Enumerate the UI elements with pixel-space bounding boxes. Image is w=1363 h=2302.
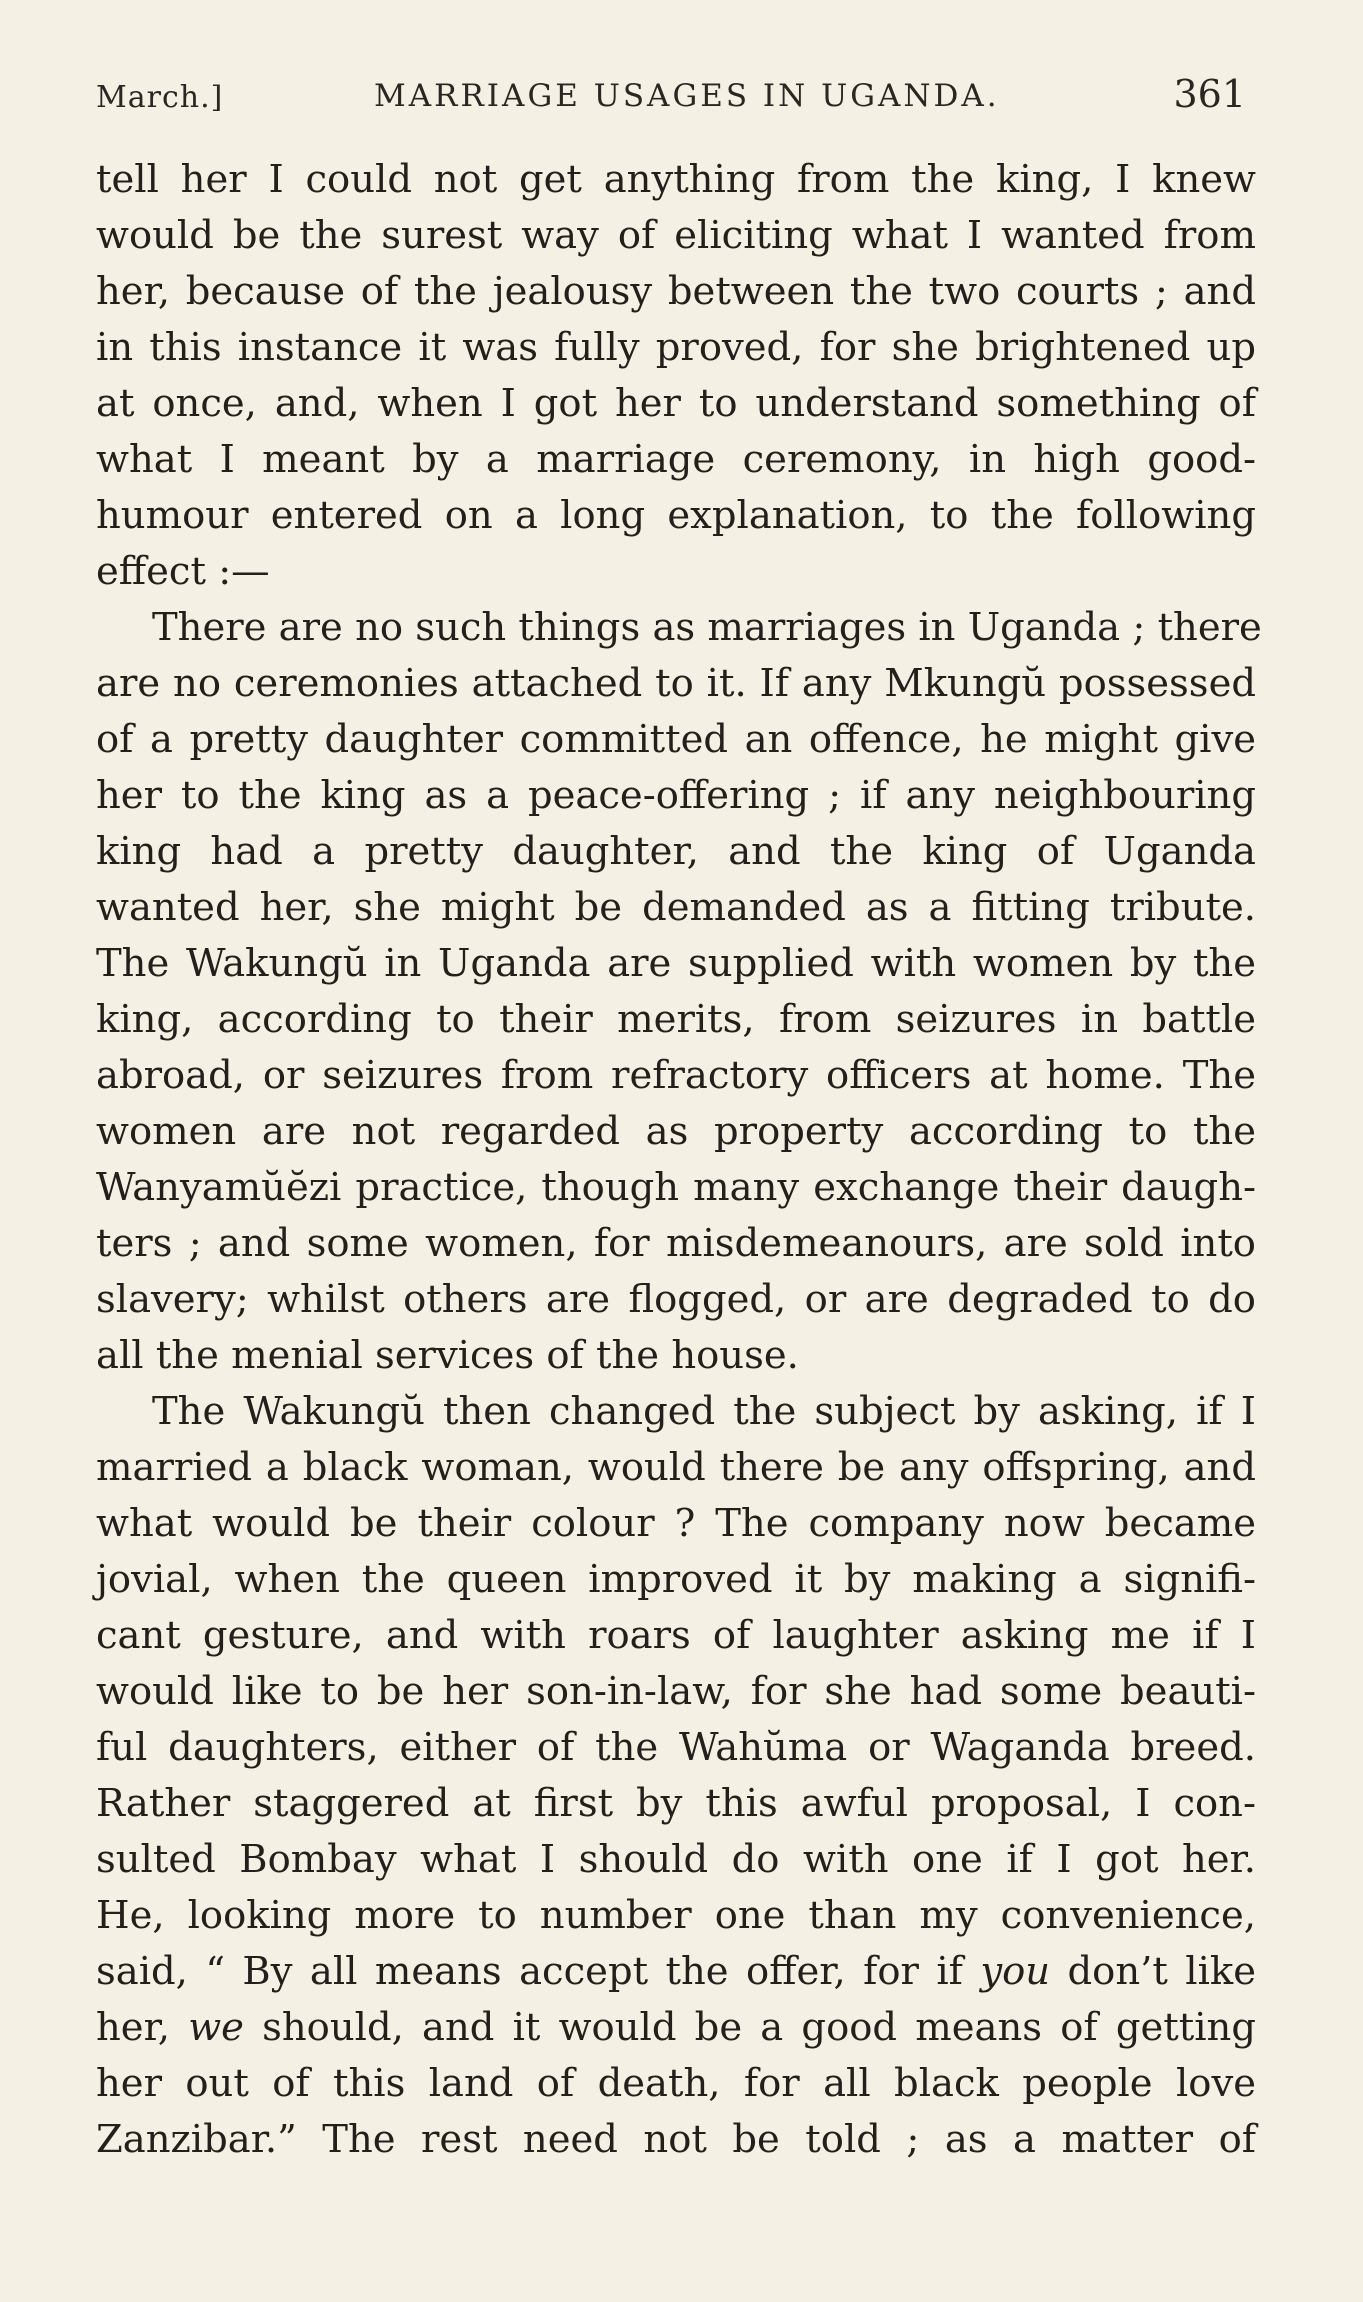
body-text <box>96 152 1262 2168</box>
text-line: her, we should, and it would be a good means of getting <box>96 2005 1256 2050</box>
text-line: ful daughters, either of the Wahŭma or Waganda breed. <box>96 1725 1256 1770</box>
text-line: Rather staggered at first by this awful proposal, I con- <box>96 1781 1256 1826</box>
text-line: king, according to their merits, from seizures in battle <box>96 997 1256 1042</box>
text-line: her, because of the jealousy between the two courts ; and <box>96 269 1256 314</box>
text-line: are no ceremonies attached to it. If any Mkungŭ possessed <box>96 661 1256 706</box>
page-number: 361 <box>1173 72 1246 116</box>
text-line: effect :— <box>96 549 270 594</box>
italic-word: you <box>980 1949 1051 1994</box>
text-line: at once, and, when I got her to understand something of <box>96 381 1256 426</box>
italic-word: we <box>188 2005 244 2050</box>
running-head <box>96 70 1246 130</box>
text-line: Wanyamŭĕzi practice, though many exchange their daugh- <box>96 1165 1256 1210</box>
text-line: He, looking more to number one than my convenience, <box>96 1893 1256 1938</box>
text-line: king had a pretty daughter, and the king of Uganda <box>96 829 1256 874</box>
text-line: would like to be her son-in-law, for she had some beauti- <box>96 1669 1256 1714</box>
text-line: The Wakungŭ then changed the subject by asking, if I <box>152 1389 1256 1434</box>
text-line: sulted Bombay what I should do with one if I got her. <box>96 1837 1256 1882</box>
text-line: cant gesture, and with roars of laughter asking me if I <box>96 1613 1256 1658</box>
text-line: ters ; and some women, for misdemeanours, are sold into <box>96 1221 1256 1266</box>
text-line: of a pretty daughter committed an offence, he might give <box>96 717 1256 762</box>
text-line: in this instance it was fully proved, for she brightened up <box>96 325 1256 370</box>
text-line: tell her I could not get anything from the king, I knew <box>96 157 1256 202</box>
text-line: women are not regarded as property according to the <box>96 1109 1256 1154</box>
text-line: abroad, or seizures from refractory officers at home. The <box>96 1053 1256 1098</box>
text-line: married a black woman, would there be any offspring, and <box>96 1445 1256 1490</box>
text-line: her out of this land of death, for all black people love <box>96 2061 1256 2106</box>
text-line: what I meant by a marriage ceremony, in high good- <box>96 437 1256 482</box>
text-line: Zanzibar.” The rest need not be told ; as a matter of <box>96 2117 1256 2162</box>
text-line: There are no such things as marriages in Uganda ; there <box>152 605 1262 650</box>
text-line: humour entered on a long explanation, to the following <box>96 493 1256 538</box>
text-line: The Wakungŭ in Uganda are supplied with women by the <box>96 941 1256 986</box>
text-line: would be the surest way of eliciting what I wanted from <box>96 213 1256 258</box>
text-line: slavery; whilst others are flogged, or are degraded to do <box>96 1277 1256 1322</box>
text-line: jovial, when the queen improved it by making a signifi- <box>96 1557 1256 1602</box>
text-line: wanted her, she might be demanded as a fitting tribute. <box>96 885 1256 930</box>
text-line: what would be their colour ? The company now became <box>96 1501 1256 1546</box>
text-line: her to the king as a peace-offering ; if any neighbouring <box>96 773 1256 818</box>
text-line: all the menial services of the house. <box>96 1333 799 1378</box>
running-head-title: MARRIAGE USAGES IN UGANDA. <box>374 78 1000 114</box>
text-line: said, “ By all means accept the offer, for if you don’t like <box>96 1949 1257 1994</box>
running-head-month: March.] <box>96 80 224 115</box>
